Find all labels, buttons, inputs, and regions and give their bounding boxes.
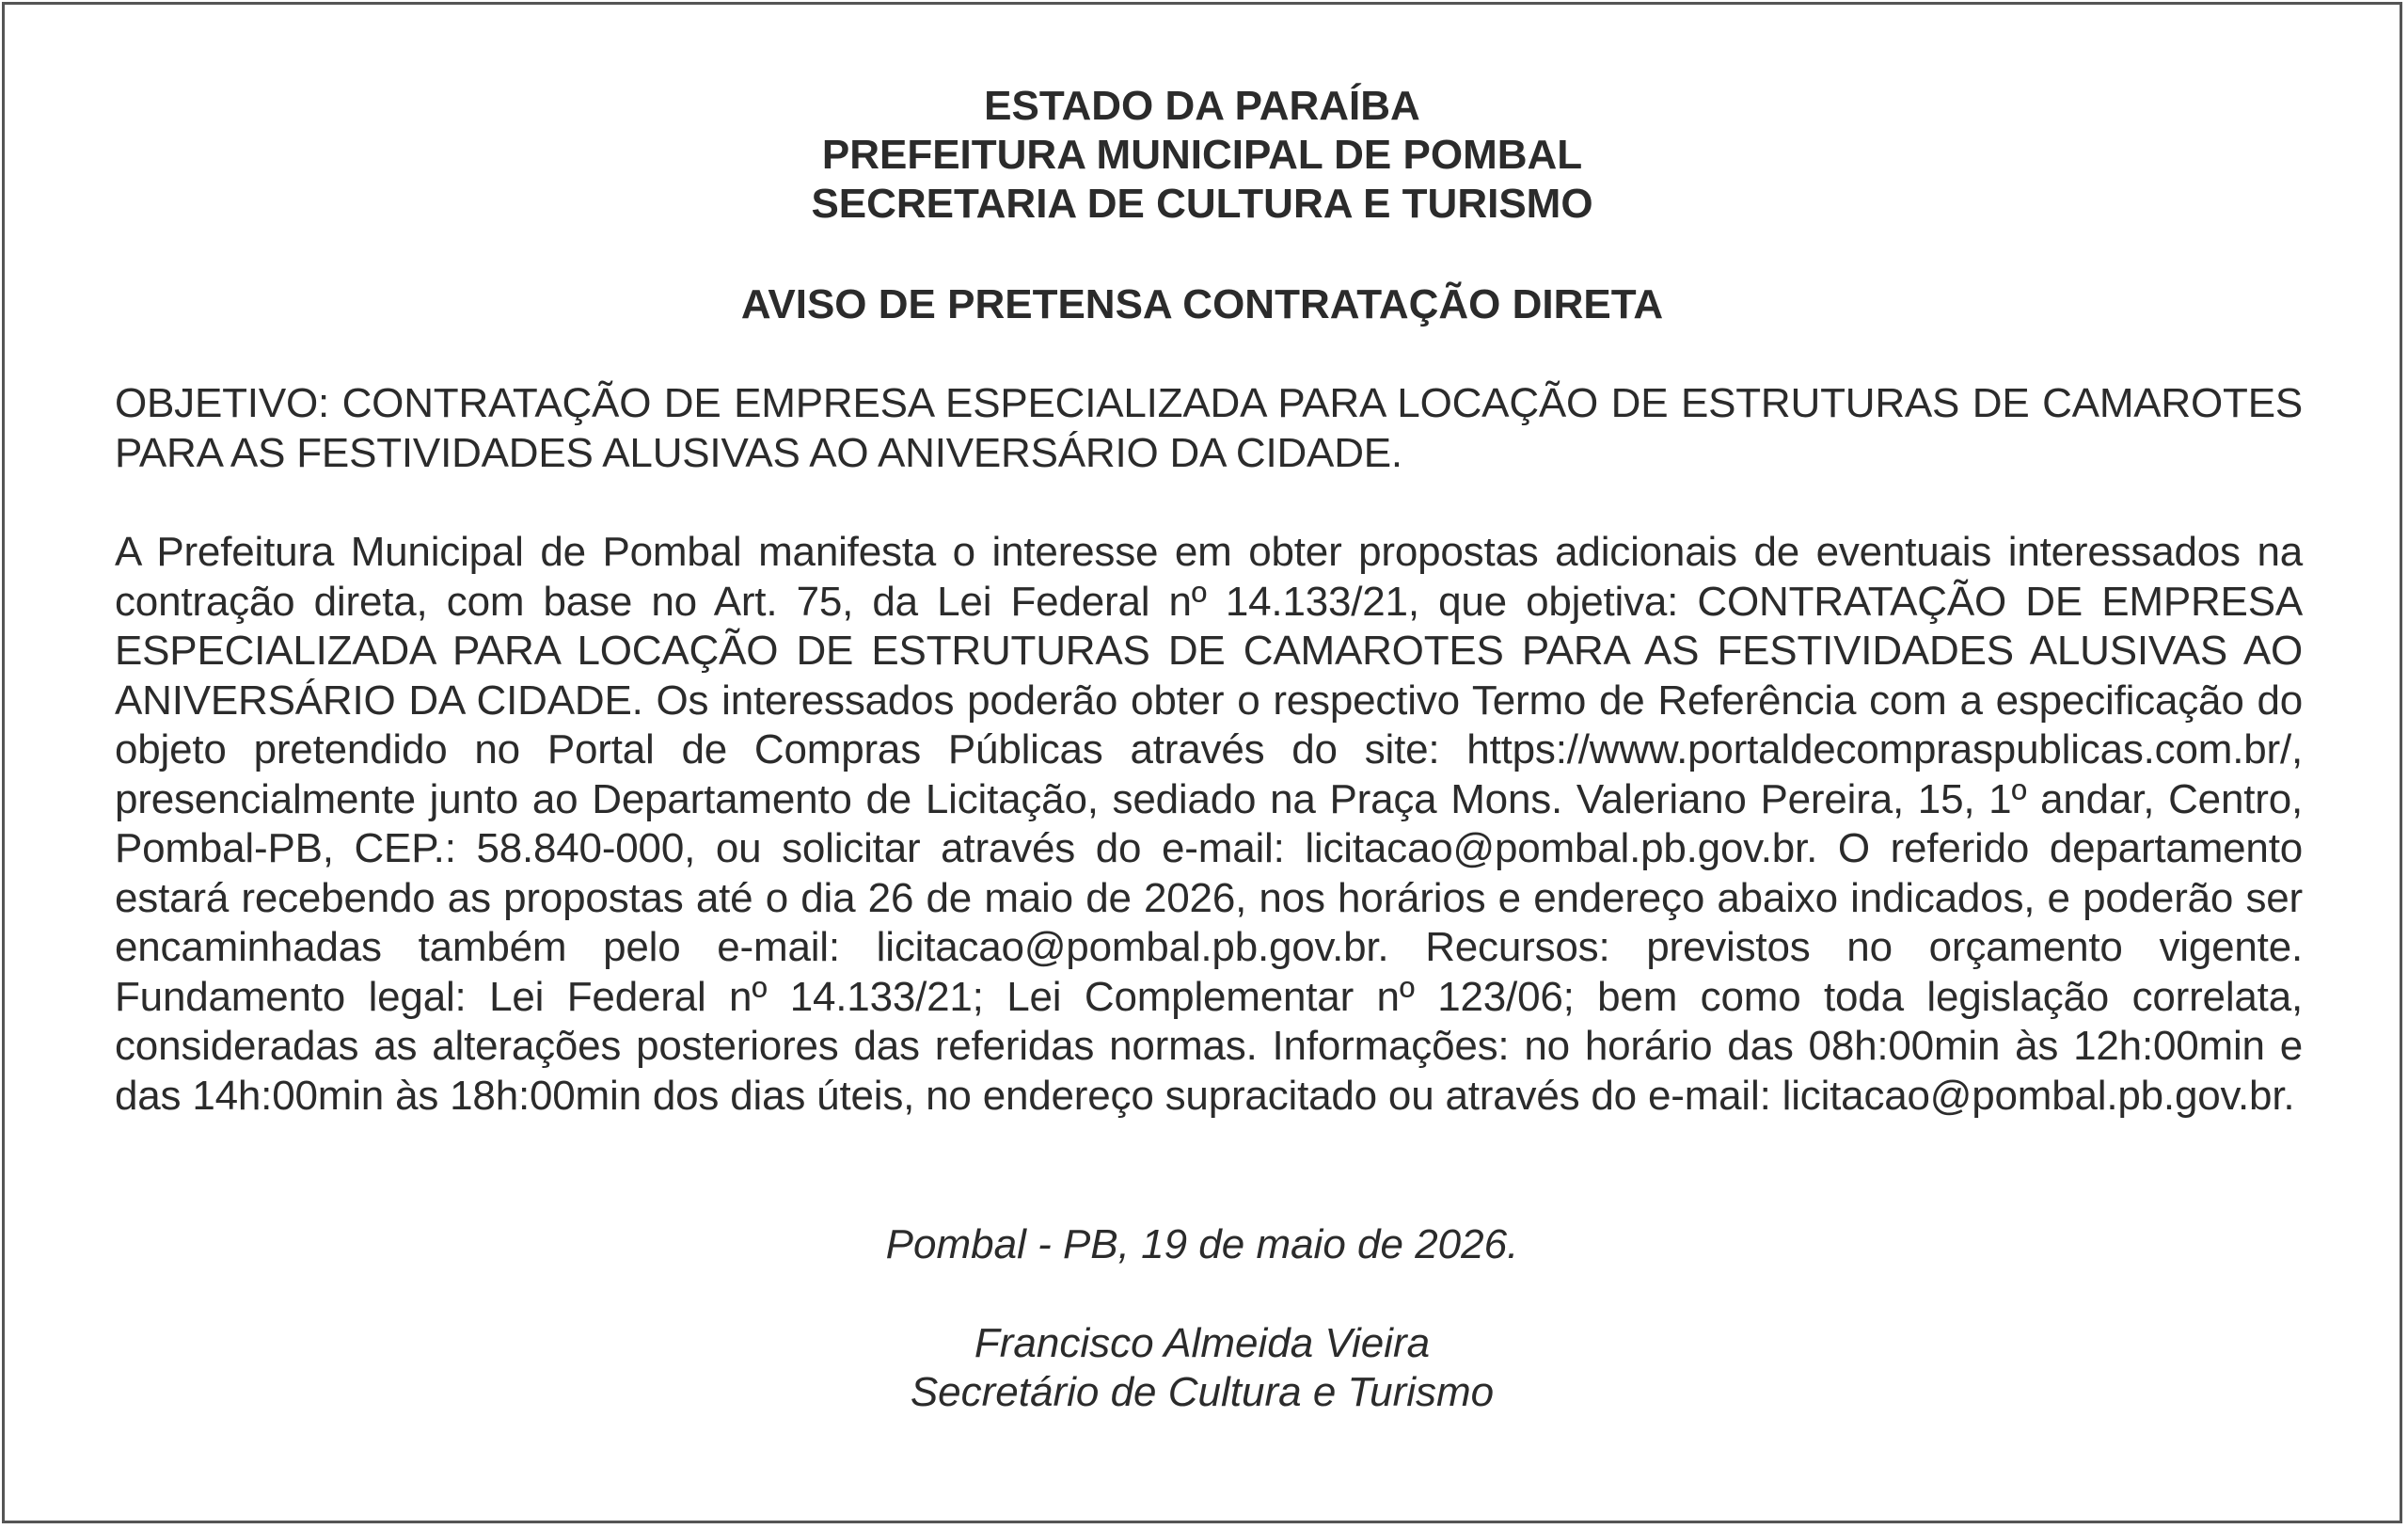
header-state: ESTADO DA PARAÍBA bbox=[984, 83, 1420, 129]
signatory-role: Secretário de Cultura e Turismo bbox=[910, 1369, 1495, 1415]
header-department: SECRETARIA DE CULTURA E TURISMO bbox=[811, 181, 1593, 227]
date-line: Pombal - PB, 19 de maio de 2026. bbox=[885, 1221, 1519, 1267]
document-frame bbox=[2, 2, 2402, 1523]
body-paragraph: A Prefeitura Municipal de Pombal manifesta o interesse em obter propostas adicionais de eventuais interessados na contração direta, com base no Art. 75, da Lei Federal nº 14.133/21, que objetiva: CONTRATAÇÃO DE EMPRESA ESPECIALIZADA PARA LOCAÇÃO DE ESTRUTURAS DE CAMAROTES PARA AS FESTIVIDADES ALUSIVAS AO ANIVERSÁRIO DA CIDADE. Os interessados poderão obter o respectivo Termo de Referência com a especificação do objeto pretendido no Portal de Compras Públicas através do site: https://www.portaldecompraspublicas.com.br/, presencialmente junto ao Departamento de Licitação, sediado na Praça Mons. Valeriano Pereira, 15, 1º andar, Centro, Pombal-PB, CEP.: 58.840-000, ou solicitar através do e-mail: licitacao@pombal.pb.gov.br. O referido departamento estará recebendo as propostas até o dia 26 de maio de 2026, nos horários e endereço abaixo indicados, e poderão ser encaminhadas também pelo e-mail: licitacao@pombal.pb.gov.br. Recursos: previstos no orçamento vigente. Fundamento legal: Lei Federal nº 14.133/21; Lei Complementar nº 123/06; bem como toda legislação correlata, consideradas as alterações posteriores das referidas normas. Informações: no horário das 08h:00min às 12h:00min e das 14h:00min às 18h:00min dos dias úteis, no endereço supracitado ou através do e-mail: licitacao@pombal.pb.gov.br. bbox=[115, 529, 2303, 1119]
signature-block bbox=[5, 1319, 2400, 1417]
document-header bbox=[5, 82, 2400, 229]
header-municipality: PREFEITURA MUNICIPAL DE POMBAL bbox=[821, 132, 1583, 178]
signatory-name: Francisco Almeida Vieira bbox=[974, 1320, 1431, 1366]
notice-title: AVISO DE PRETENSA CONTRATAÇÃO DIRETA bbox=[740, 281, 1664, 327]
objective-paragraph: OBJETIVO: CONTRATAÇÃO DE EMPRESA ESPECIALIZADA PARA LOCAÇÃO DE ESTRUTURAS DE CAMAROTES PARA AS FESTIVIDADES ALUSIVAS AO ANIVERSÁRIO DA CIDADE. bbox=[115, 380, 2303, 476]
